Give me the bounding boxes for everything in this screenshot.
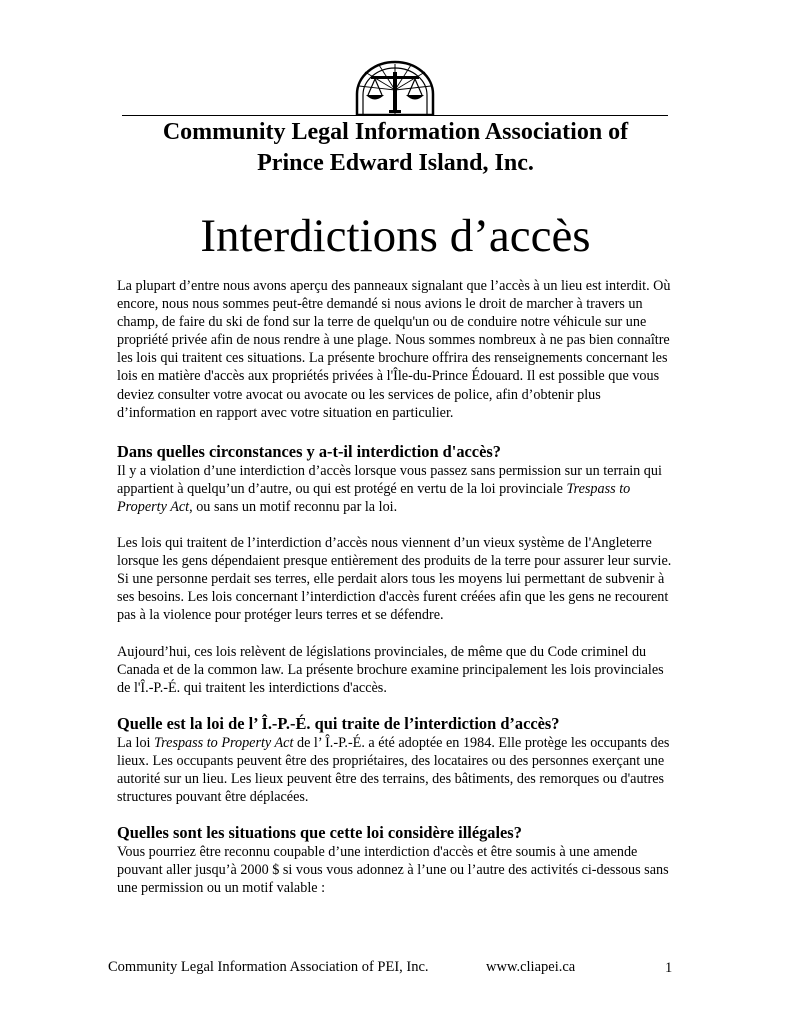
footer-website-link[interactable]: www.cliapei.ca <box>486 959 576 975</box>
section2-heading: Quelle est la loi de l’ Î.-P.-É. qui traite de l’interdiction d’accès? <box>117 713 560 733</box>
scales-of-justice-logo-icon <box>355 60 435 116</box>
section1-paragraph1 <box>117 462 677 516</box>
section1-paragraph2: Les lois qui traitent de l’interdiction d’accès nous viennent d’un vieux système de l'Angleterre lorsque les gens dépendaient presque entièrement des produits de la terre pour assurer leur survie. Si une personne perdait ses terres, elle perdait alors tous les moyens lui permettant de subvenir à ses besoins. Les lois concernant l’interdiction d'accès furent créées afin que les gens ne recourent pas à la violence pour protéger leurs terres et se défendre. <box>117 535 672 624</box>
section2-p1-text-before: La loi <box>117 734 155 751</box>
section1-p1-text-after: , ou sans un motif reconnu par la loi. <box>189 498 398 515</box>
organization-title <box>0 117 791 179</box>
footer-page-number: 1 <box>665 960 673 976</box>
organization-title-line1: Community Legal Information Association of <box>162 119 629 145</box>
document-body <box>117 277 677 897</box>
footer-organization: Community Legal Information Association of PEI, Inc. <box>108 959 429 975</box>
document-title: Interdictions d’accès <box>200 210 591 262</box>
section1-p1-text-before: Il y a violation d’une interdiction d’accès lorsque vous passez sans permission sur un terrain qui appartient à quelqu’un d’autre, ou qui est protégé en vertu de la loi provinciale <box>117 462 662 497</box>
section2-paragraph1 <box>117 734 677 806</box>
header-rule <box>122 115 668 116</box>
intro-paragraph: La plupart d’entre nous avons aperçu des panneaux signalant que l’accès à un lieu est interdit. Où encore, nous nous sommes peut-être demandé si nous avions le droit de marcher à travers un champ, de faire du ski de fond sur la terre de quelqu'un ou de conduire notre véhicule sur une propriété privée afin de nous rendre à une plage. Nous sommes nombreux à ne pas bien connaître les lois qui traitent ces situations. La présente brochure offrira des renseignements concernant les lois en matière d'accès aux propriétés privées à l'Île-du-Prince Édouard. Il est possible que vous deviez consulter votre avocat ou avocate ou les services de police, afin d’obtenir plus d’information en rapport avec votre situation en particulier. <box>117 278 671 421</box>
section3-paragraph1: Vous pourriez être reconnu coupable d’une interdiction d'accès et être soumis à une amende pouvant aller jusqu’à 2000 $ si vous vous adonnez à l’une ou l’autre des activités ci-dessous sans une permission ou un motif valable : <box>117 844 669 897</box>
section1-heading: Dans quelles circonstances y a-t-il interdiction d'accès? <box>117 441 501 461</box>
section2-p1-act-name: Trespass to Property Act <box>154 734 294 751</box>
section2-p1-text-after: de l’ Î.-P.-É. a été adoptée en 1984. Elle protège les occupants des lieux. Les occupants peuvent être des propriétaires, des locataires ou des personnes exerçant une autorité sur un lieu. Les lieux peuvent être des terrains, des bâtiments, des remorques ou d'autres structures pouvant être déplacées. <box>117 734 670 806</box>
section1-paragraph3: Aujourd’hui, ces lois relèvent de législations provinciales, de même que du Code criminel du Canada et de la common law. La présente brochure examine principalement les lois provinciales de l'Î.-P.-É. qui traitent les interdictions d'accès. <box>117 643 664 696</box>
organization-title-line2: Prince Edward Island, Inc. <box>257 150 534 176</box>
section3-heading: Quelles sont les situations que cette loi considère illégales? <box>117 823 522 843</box>
section1-p1-act-name: Trespass to Property Act <box>117 480 631 515</box>
